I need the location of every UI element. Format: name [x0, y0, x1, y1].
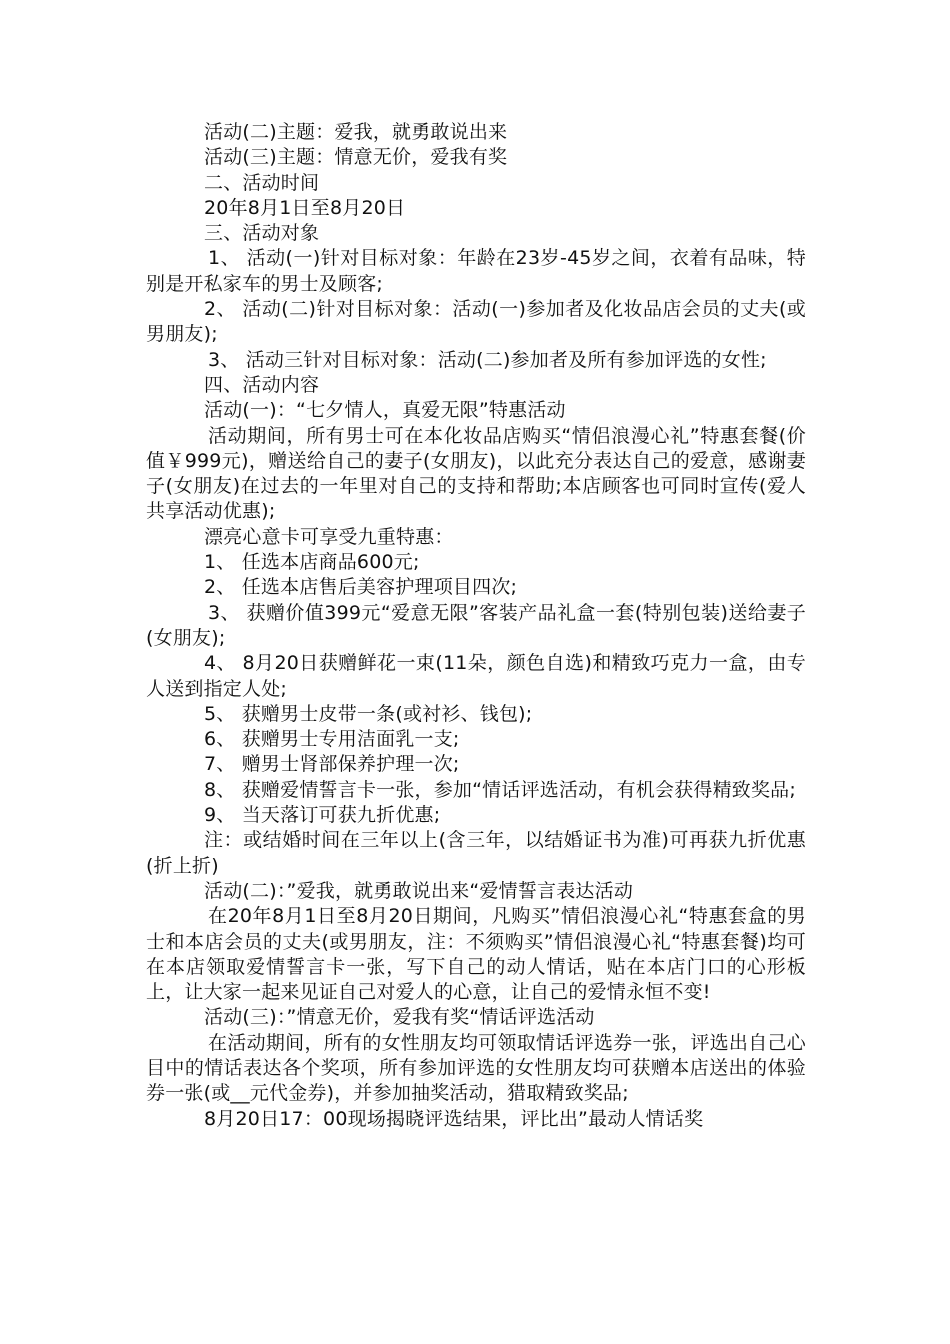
- list-item: 4、 8月20日获赠鲜花一束(11朵，颜色自选)和精致巧克力一盒，由专人送到指定人处;: [146, 652, 806, 700]
- list-item: 9、 当天落订可获九折优惠;: [204, 804, 441, 827]
- document-body: [146, 120, 806, 1132]
- paragraph: 在活动期间，所有的女性朋友均可领取情话评选券一张，评选出自己心目中的情话表达各个奖项，所有参加评选的女性朋友均可获赠本店送出的体验券一张(或__元代金券)，并参加抽奖活动，猎取精致奖品;: [146, 1031, 806, 1105]
- paragraph: 活动(二)：”爱我，就勇敢说出来“爱情誓言表达活动: [204, 879, 634, 902]
- list-item: 2、 活动(二)针对目标对象：活动(一)参加者及化妆品店会员的丈夫(或男朋友);: [146, 298, 806, 346]
- section-heading: 三、活动对象: [204, 222, 320, 245]
- list-item: 1、 任选本店商品600元;: [204, 551, 420, 574]
- paragraph: 20年8月1日至8月20日: [204, 196, 406, 219]
- paragraph: 漂亮心意卡可享受九重特惠：: [204, 525, 454, 548]
- paragraph: 活动期间，所有男士可在本化妆品店购买“情侣浪漫心礼”特惠套餐(价值￥999元)，赠送给自己的妻子(女朋友)，以此充分表达自己的爱意，感谢妻子(女朋友)在过去的一年里对自己的支持和帮助;本店顾客也可同时宣传(爱人共享活动优惠);: [146, 424, 806, 523]
- list-item: 3、 活动三针对目标对象：活动(二)参加者及所有参加评选的女性;: [208, 348, 767, 371]
- list-item: 7、 赠男士肾部保养护理一次;: [204, 753, 460, 776]
- list-item: 2、 任选本店售后美容护理项目四次;: [204, 576, 518, 599]
- paragraph: 活动(三)主题：情意无价，爱我有奖: [204, 146, 508, 169]
- list-item: 6、 获赠男士专用洁面乳一支;: [204, 728, 460, 751]
- note-paragraph: 注：或结婚时间在三年以上(含三年，以结婚证书为准)可再获九折优惠(折上折): [146, 829, 806, 877]
- list-item: 3、 获赠价值399元“爱意无限”客装产品礼盒一套(特别包装)送给妻子(女朋友);: [146, 601, 806, 649]
- list-item: 5、 获赠男士皮带一条(或衬衫、钱包);: [204, 702, 533, 725]
- list-item: 8、 获赠爱情誓言卡一张，参加“情话评选活动，有机会获得精致奖品;: [204, 778, 796, 801]
- section-heading: 二、活动时间: [204, 171, 320, 194]
- paragraph: 活动(一)：“七夕情人，真爱无限”特惠活动: [204, 399, 566, 422]
- paragraph: 8月20日17：00现场揭晓评选结果，评比出”最动人情话奖: [204, 1107, 704, 1130]
- paragraph: 活动(三)：”情意无价，爱我有奖“情话评选活动: [204, 1006, 595, 1029]
- section-heading: 四、活动内容: [204, 373, 320, 396]
- list-item: 1、 活动(一)针对目标对象：年龄在23岁-45岁之间，衣着有品味，特别是开私家车的男士及顾客;: [146, 247, 806, 295]
- paragraph: 活动(二)主题：爱我，就勇敢说出来: [204, 121, 508, 143]
- paragraph: 在20年8月1日至8月20日期间，凡购买”情侣浪漫心礼“特惠套盒的男士和本店会员的丈夫(或男朋友，注：不须购买”情侣浪漫心礼“特惠套餐)均可在本店领取爱情誓言卡一张，写下自己的动人情话，贴在本店门口的心形板上，让大家一起来见证自己对爱人的心意，让自己的爱情永恒不变!: [146, 905, 806, 1004]
